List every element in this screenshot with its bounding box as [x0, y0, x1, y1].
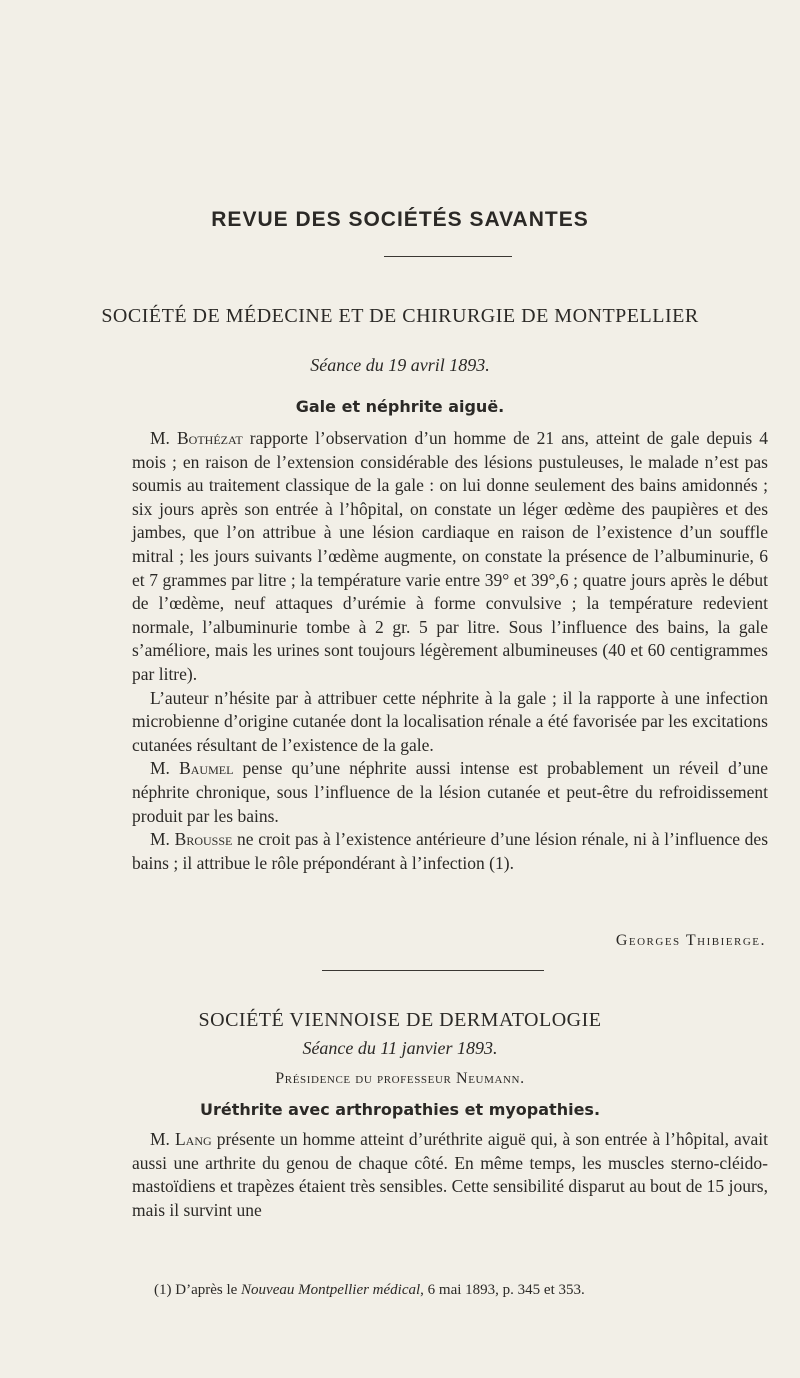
journal-title: Nouveau Montpellier médical: [241, 1282, 421, 1298]
title-divider: [384, 256, 512, 257]
page-title: REVUE DES SOCIÉTÉS SAVANTES: [211, 208, 589, 231]
author-name: Brousse: [174, 829, 233, 850]
seance-date-montpellier: Séance du 19 avril 1893.: [310, 355, 490, 375]
paragraph-auteur: L’auteur n’hésite par à attribuer cette néphrite à la gale ; il la rapporte à une infection microbienne d’origine cutanée dont la localisation rénale a été favorisée par les excitations cutanées résultant de l’existence de la gale.: [132, 687, 768, 755]
topic-heading-gale: Gale et néphrite aiguë.: [295, 397, 505, 416]
paragraph-bothezat: M. Bothézat rapporte l’observation d’un homme de 21 ans, atteint de gale depuis 4 mois ; en raison de l’extension considérable des lésions pustuleuses, le malade n’est pas soumis au traitement classique de la gale : on lui donne seulement des bains amidonnés ; six jours après son entrée à l’hôpital, on constate un léger œdème des paupières et des jambes, que l’on attribue à une lésion cardiaque en raison de l’existence d’un souffle mitral ; les jours suivants l’œdème augmente, on constate la présence de l’albuminurie, 6 et 7 grammes par litre ; la température varie entre 39° et 39°,6 ; quatre jours après le début de l’œdème, neuf attaques d’urémie à forme convulsive ; la température redevient normale, l’albuminurie tombe à 2 gr. 5 par litre. Sous l’influence des bains, la gale s’améliore, mais les urines sont toujours légèrement albumineuses (40 et 60 centigrammes par litre).: [132, 428, 769, 684]
footnote: (1) D’après le Nouveau Montpellier médical, 6 mai 1893, p. 345 et 353.: [154, 1282, 585, 1298]
author-name: Lang: [174, 1129, 212, 1149]
paragraph-baumel: M. Baumel pense qu’une néphrite aussi intense est probablement un réveil d’une néphrite chronique, sous l’influence de la lésion cutanée et peut-être du refroidissement produit par les bains.: [132, 758, 768, 826]
topic-heading-urethrite: Uréthrite avec arthropathies et myopathies.: [199, 1100, 601, 1119]
signature: Georges Thibierge.: [615, 932, 766, 949]
presidence-line: Présidence du professeur Neumann.: [275, 1070, 525, 1087]
paragraph-lang: M. Lang présente un homme atteint d’uréthrite aiguë qui, à son entrée à l’hôpital, avait aussi une arthrite du genou de chaque côté. En même temps, les muscles sterno-cléido-mastoïdiens et trapèzes étaient très sensibles. Cette sensibilité disparut au bout de 15 jours, mais il survint une: [132, 1129, 769, 1220]
paragraph-brousse: M. Brousse ne croit pas à l’existence antérieure d’une lésion rénale, ni à l’influence des bains ; il attribue le rôle prépondérant à l’infection (1).: [132, 829, 769, 873]
author-name: Bothézat: [177, 428, 243, 448]
author-name: Baumel: [179, 758, 234, 779]
section-divider: [322, 970, 544, 971]
society-title-vienne: SOCIÉTÉ VIENNOISE DE DERMATOLOGIE: [198, 1009, 602, 1031]
seance-date-vienne: Séance du 11 janvier 1893.: [302, 1038, 498, 1058]
article-body-vienne: [132, 1128, 768, 1222]
society-title-montpellier: SOCIÉTÉ DE MÉDECINE ET DE CHIRURGIE DE MONTPELLIER: [101, 305, 699, 327]
article-body-montpellier: [132, 427, 768, 875]
